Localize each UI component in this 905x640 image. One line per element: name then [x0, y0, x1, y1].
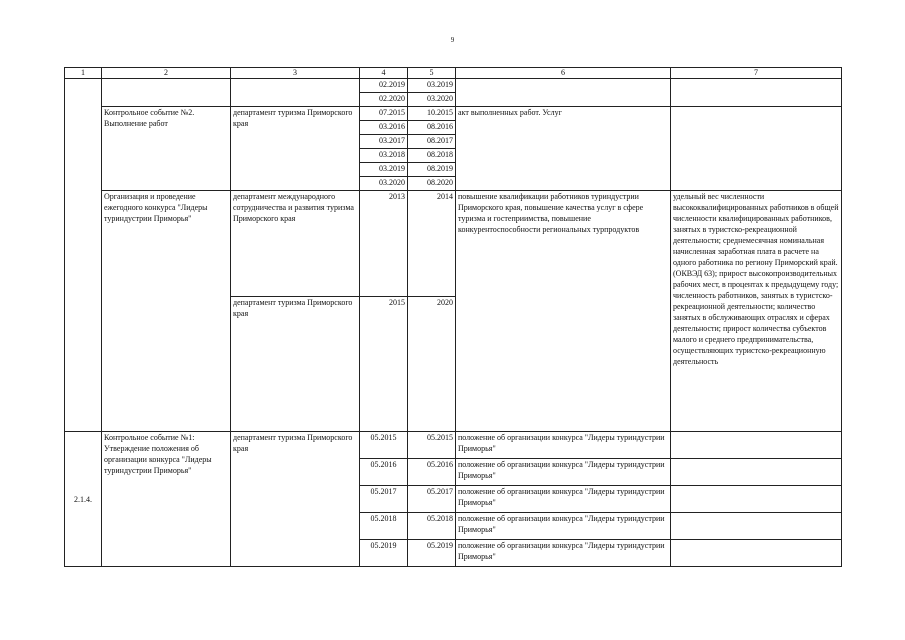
result-cell: положение об организации конкурса "Лидеры туриндустрии Приморья": [456, 540, 671, 567]
end-date: 03.2020: [408, 93, 456, 107]
indicator-cell: [671, 432, 842, 459]
start-date: 05.2018: [360, 513, 408, 540]
event-cell: Контрольное событие №2. Выполнение работ: [102, 107, 231, 191]
start-date: 03.2020: [360, 177, 408, 191]
table-row: [65, 107, 842, 121]
indicator-cell: [671, 540, 842, 567]
result-cell: положение об организации конкурса "Лидеры туриндустрии Приморья": [456, 432, 671, 459]
end-date: 05.2018: [408, 513, 456, 540]
start-date: 03.2016: [360, 121, 408, 135]
column-header: 1: [65, 68, 102, 79]
event-cell: [102, 79, 231, 107]
indicator-cell: [671, 459, 842, 486]
result-cell: повышение квалификации работников туриндустрии Приморского края, повышение качества услуг в сфере туризма и гостеприимства, повышение конкурентоспособности региональных турпродуктов: [456, 191, 671, 432]
dept-cell: департамент туризма Приморского края: [231, 432, 360, 567]
start-date: 02.2019: [360, 79, 408, 93]
activity-name-cell: Организация и проведение ежегодного конкурса "Лидеры туриндустрии Приморья": [102, 191, 231, 432]
dept-cell: департамент туризма Приморского края: [231, 107, 360, 191]
start-year: 2015: [360, 297, 408, 432]
end-date: 08.2017: [408, 135, 456, 149]
indicator-cell: удельный вес численности высококвалифицированных работников в общей численности квалифицированных работников, занятых в туристско-рекреационной деятельности; среднемесячная номинальная начисленная заработная плата в расчете на одного работника по региону Приморский край. (ОКВЭД 63); прирост высокопроизводительных рабочих мест, в процентах к предыдущему году; численность работников, занятых в туристско-рекреационной деятельности; количество занятых в обслуживающих отраслях и сферах деятельности; прирост количества субъектов малого и среднего предпринимательства, осуществляющих туристско-рекреационную деятельность: [671, 191, 842, 432]
result-cell: положение об организации конкурса "Лидеры туриндустрии Приморья": [456, 513, 671, 540]
column-header: 5: [408, 68, 456, 79]
start-date: 07.2015: [360, 107, 408, 121]
end-date: 05.2019: [408, 540, 456, 567]
column-header: 7: [671, 68, 842, 79]
end-year: 2014: [408, 191, 456, 297]
start-date: 05.2019: [360, 540, 408, 567]
result-cell: [456, 79, 671, 107]
start-date: 05.2016: [360, 459, 408, 486]
start-date: 05.2017: [360, 486, 408, 513]
page-number: 9: [450, 36, 455, 44]
end-date: 03.2019: [408, 79, 456, 93]
indicator-cell: [671, 486, 842, 513]
end-date: 10.2015: [408, 107, 456, 121]
table-row: [65, 79, 842, 93]
start-date: 03.2018: [360, 149, 408, 163]
end-date: 08.2016: [408, 121, 456, 135]
end-date: 08.2019: [408, 163, 456, 177]
end-date: 05.2015: [408, 432, 456, 459]
column-header: 2: [102, 68, 231, 79]
end-year: 2020: [408, 297, 456, 432]
end-date: 05.2017: [408, 486, 456, 513]
dept-cell: департамент туризма Приморского края: [231, 297, 360, 432]
dept-cell: департамент международного сотрудничества и развития туризма Приморского края: [231, 191, 360, 297]
table-row: [65, 191, 842, 297]
indicator-cell: [671, 107, 842, 191]
table-row: [65, 432, 842, 459]
column-header: 4: [360, 68, 408, 79]
indicator-cell: [671, 513, 842, 540]
activity-table: [64, 67, 842, 567]
header-row: [65, 68, 842, 79]
number-cell: [65, 79, 102, 432]
result-cell: акт выполненных работ. Услуг: [456, 107, 671, 191]
start-date: 03.2019: [360, 163, 408, 177]
end-date: 08.2018: [408, 149, 456, 163]
section-number: 2.1.4.: [65, 432, 102, 567]
result-cell: положение об организации конкурса "Лидеры туриндустрии Приморья": [456, 459, 671, 486]
end-date: 05.2016: [408, 459, 456, 486]
start-date: 05.2015: [360, 432, 408, 459]
event-cell: Контрольное событие №1: Утверждение положения об организации конкурса "Лидеры туриндустрии Приморья": [102, 432, 231, 567]
dept-cell: [231, 79, 360, 107]
result-cell: положение об организации конкурса "Лидеры туриндустрии Приморья": [456, 486, 671, 513]
start-year: 2013: [360, 191, 408, 297]
column-header: 6: [456, 68, 671, 79]
column-header: 3: [231, 68, 360, 79]
indicator-cell: [671, 79, 842, 107]
end-date: 08.2020: [408, 177, 456, 191]
start-date: 02.2020: [360, 93, 408, 107]
start-date: 03.2017: [360, 135, 408, 149]
